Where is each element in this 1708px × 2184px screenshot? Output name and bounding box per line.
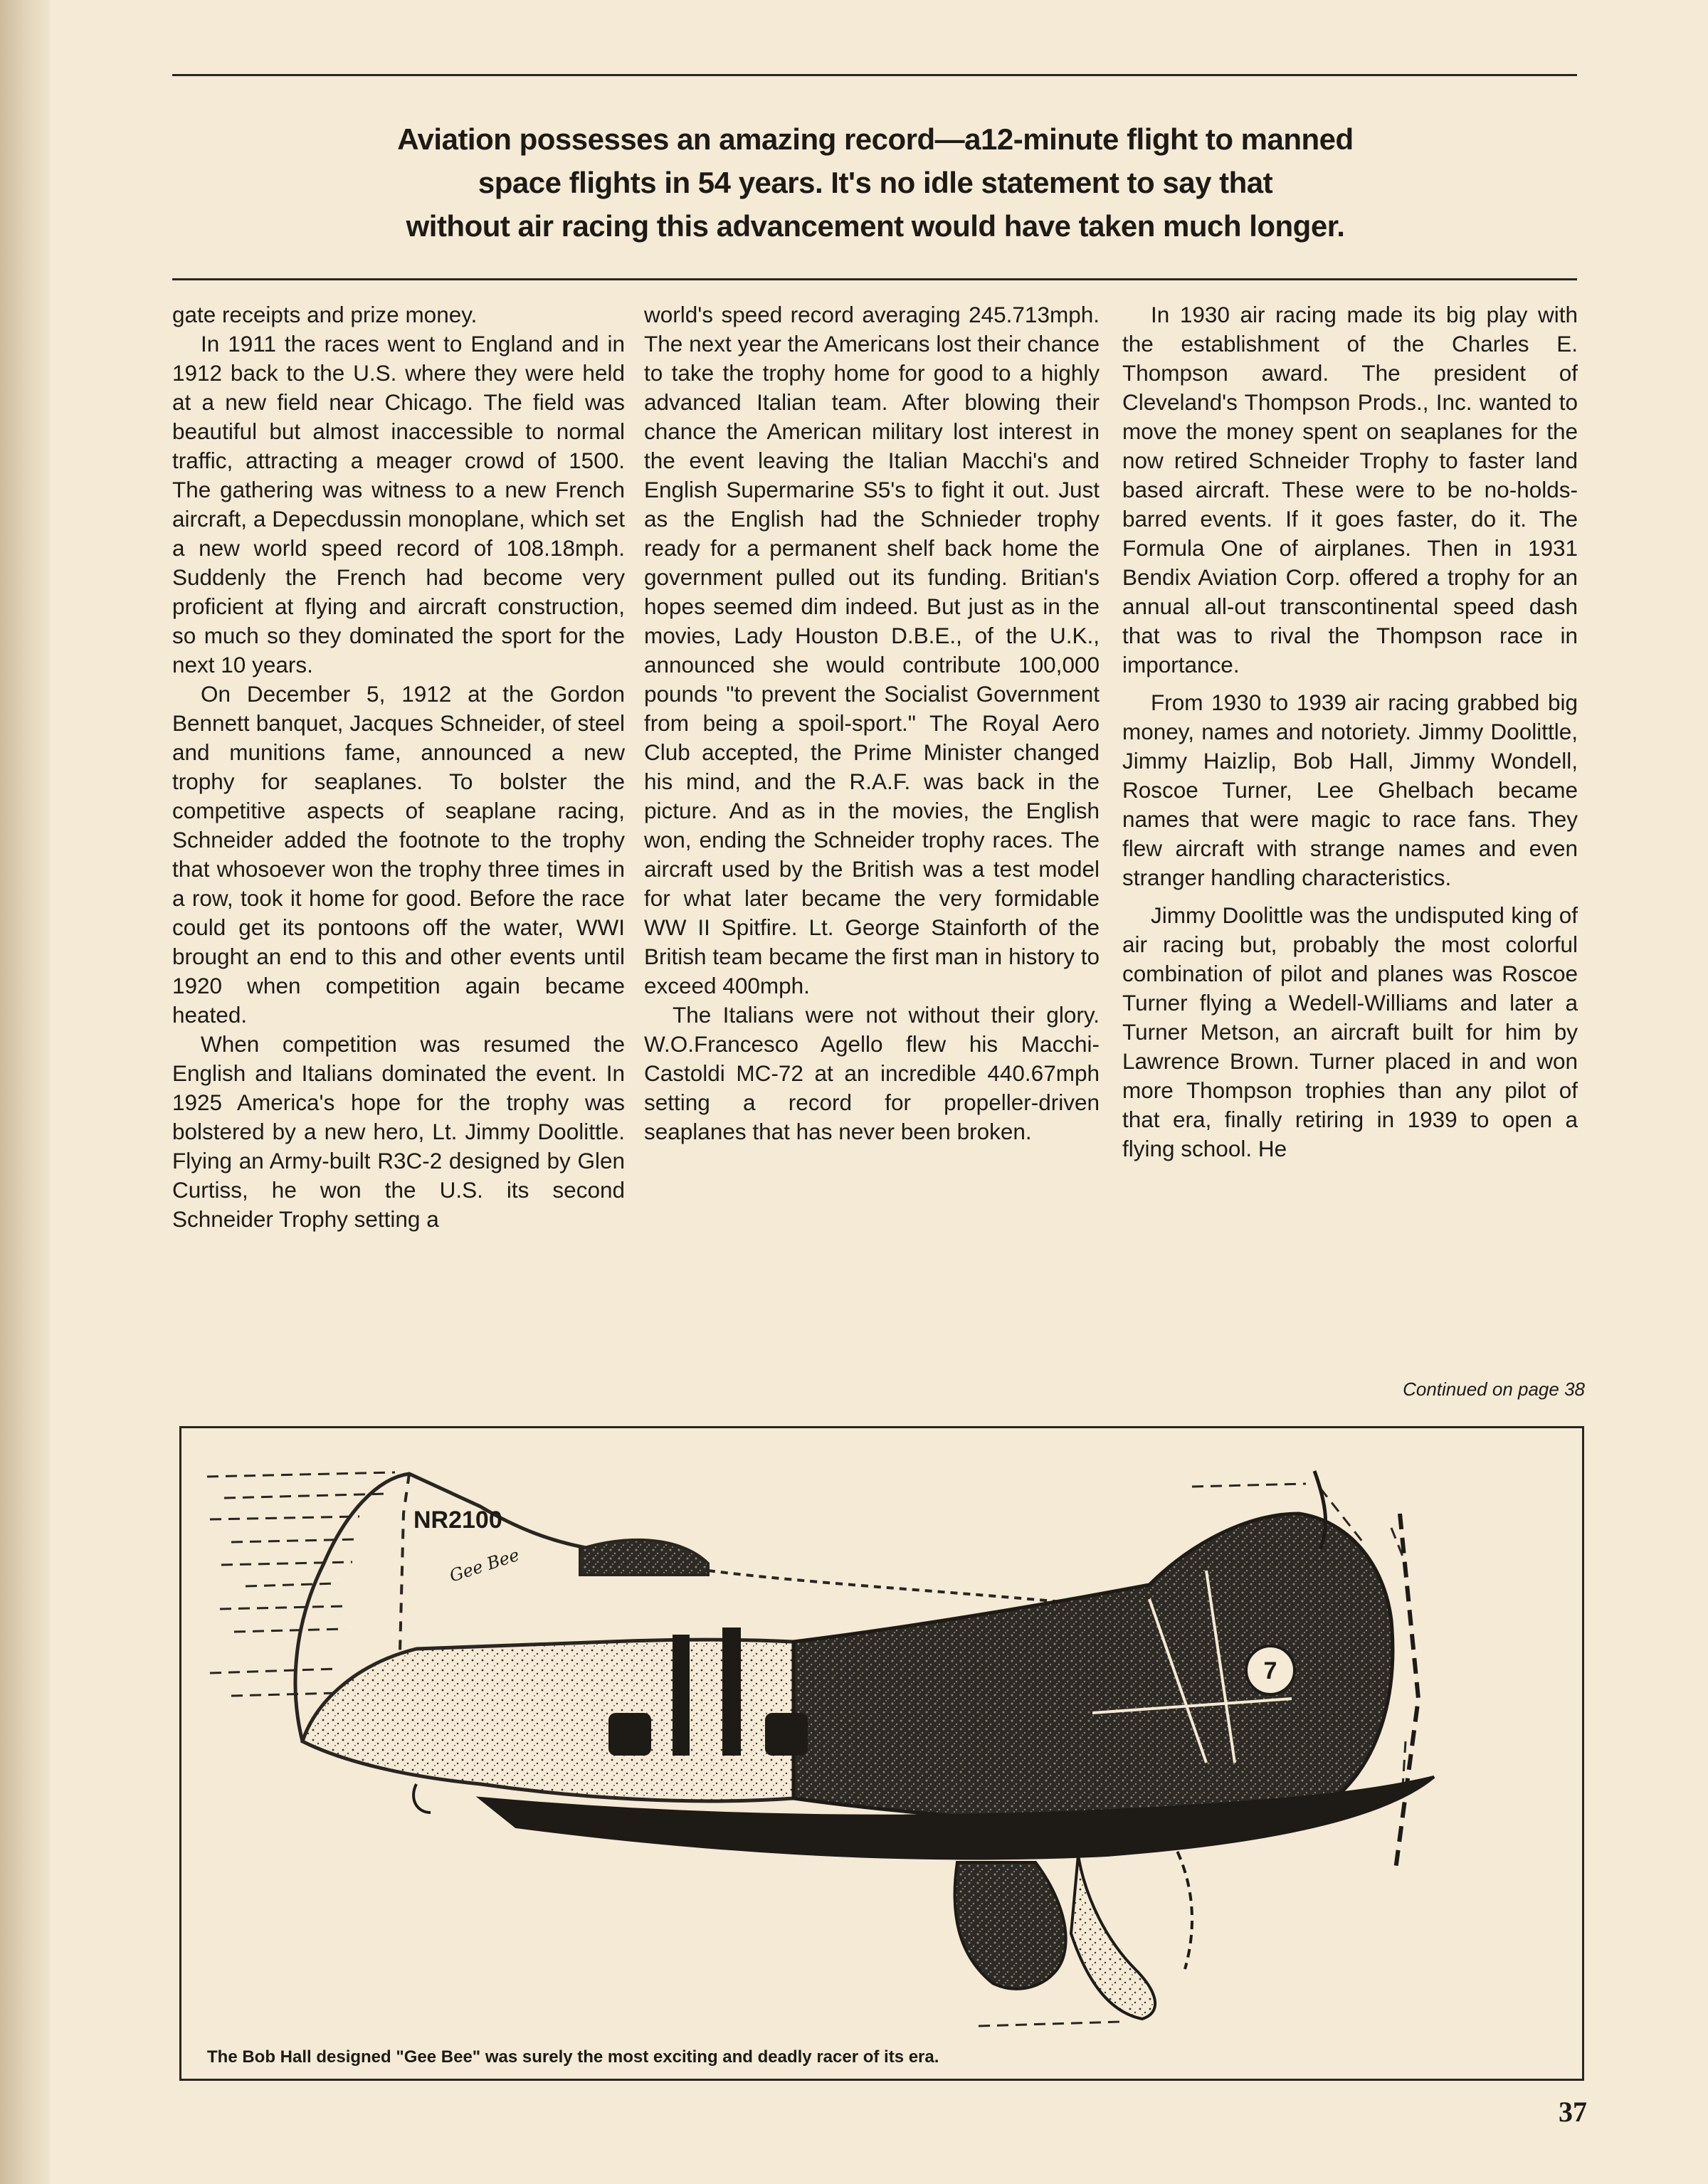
top-rule [172, 74, 1577, 76]
headline-line: Aviation possesses an amazing record—a12-minute flight to manned [397, 122, 1354, 156]
canopy-fairing-line [708, 1571, 1107, 1606]
tail-script: Gee Bee [447, 1544, 522, 1586]
paragraph: From 1930 to 1939 air racing grabbed big money, names and notoriety. Jimmy Doolittle, Jimmy Haizlip, Bob Hall, Jimmy Wondell, Roscoe Turner, Lee Ghelbach became names that were magic to race fans. They flew aircraft with strange names and even stranger handling characteristics. [1122, 690, 1578, 890]
paragraph: On December 5, 1912 at the Gordon Bennett banquet, Jacques Schneider, of steel and munitions fame, announced a new trophy for seaplanes. To bolster the competitive aspects of seaplane racing, Schneider added the footnote to the trophy that whosoever won the trophy three times in a row, took it home for good. Before the race could get its pontoons off the water, WWI brought an end to this and other events until 1920 when competition again became heated. [172, 681, 625, 1028]
tail-wheel [413, 1784, 431, 1813]
cowl-number: 7 [1263, 1657, 1277, 1684]
cockpit-canopy [580, 1540, 708, 1575]
gee-bee-illustration [181, 1428, 1582, 2079]
fuselage-rear [302, 1640, 794, 1801]
landing-gear-spat [1071, 1855, 1155, 2019]
figure-caption: The Bob Hall designed "Gee Bee" was surely the most exciting and deadly racer of its era. [207, 2047, 939, 2067]
headline-line: space flights in 54 years. It's no idle statement to say that [478, 166, 1273, 199]
continued-note: Continued on page 38 [1403, 1378, 1585, 1400]
headline-rule [172, 278, 1577, 280]
paragraph: In 1930 air racing made its big play with the establishment of the Charles E. Thompson award. The president of Cleveland's Thompson Prods., Inc. wanted to move the money spent on seaplanes for the now retired Schneider Trophy to faster land based aircraft. These were to be no-holds-barred events. If it goes faster, do it. The Formula One of airplanes. Then in 1931 Bendix Aviation Corp. offered a trophy for an annual all-out transcontinental speed dash that was to rival the Thompson race in importance. [1122, 302, 1578, 677]
paragraph: world's speed record averaging 245.713mph. The next year the Americans lost their chance to take the trophy home for good to a highly advanced Italian team. After blowing their chance the American military lost interest in the event leaving the Italian Macchi's and English Supermarine S5's to fight it out. Just as the English had the Schnieder trophy ready for a permanent shelf back home the government pulled out its funding. Britian's hopes seemed dim indeed. But just as in the movies, Lady Houston D.B.E., of the U.K., announced she would contribute 100,000 pounds "to prevent the Socialist Government from being a spoil-sport." The Royal Aero Club accepted, the Prime Minister changed his mind, and the R.A.F. was back in the picture. And as in the movies, the English won, ending the Schneider trophy races. The aircraft used by the British was a test model for what later became the very formidable WW II Spitfire. Lt. George Stainforth of the British team became the first man in history to exceed 400mph. [644, 302, 1100, 998]
paragraph: In 1911 the races went to England and in 1912 back to the U.S. where they were held at a new field near Chicago. The field was beautiful but almost inaccessible to normal traffic, attracting a meager crowd of 1500. The gathering was witness to a new French aircraft, a Depecdussin monoplane, which set a new world speed record of 108.18mph. Suddenly the French had become very proficient at flying and aircraft construction, so much so they dominated the sport for the next 10 years. [172, 331, 625, 677]
propeller-arc [1396, 1514, 1418, 1869]
paragraph: gate receipts and prize money. [172, 302, 478, 327]
page-number: 37 [1559, 2096, 1587, 2128]
article-column-1 [172, 300, 625, 1414]
fuselage-strut [722, 1628, 741, 1756]
article-column-3 [1122, 300, 1578, 1414]
paragraph: Jimmy Doolittle was the undisputed king of air racing but, probably the most colorful combination of pilot and planes was Roscoe Turner flying a Wedell-Williams and later a Turner Metson, an aircraft built for him by Lawrence Brown. Turner placed in and won more Thompson trophies than any pilot of that era, finally retiring in 1939 to open a flying school. He [1122, 902, 1578, 1161]
fuselage-panel [608, 1713, 651, 1756]
paragraph: When competition was resumed the English and Italians dominated the event. In 1925 America's hope for the trophy was bolstered by a new hero, Lt. Jimmy Doolittle. Flying an Army-built R3C-2 designed by Glen Curtiss, he won the U.S. its second Schneider Trophy setting a [172, 1031, 625, 1232]
tail-registration: NR2100 [413, 1507, 502, 1534]
fuselage-panel [765, 1713, 808, 1756]
headline [214, 117, 1537, 248]
page-gutter-shadow [0, 0, 50, 2184]
engine-cowling [794, 1514, 1393, 1830]
headline-line: without air racing this advancement would have taken much longer. [406, 209, 1345, 243]
article-column-2 [644, 300, 1100, 1414]
illustration-frame [179, 1426, 1584, 2081]
fuselage-strut [673, 1635, 690, 1756]
landing-gear-spat [955, 1862, 1066, 1989]
paragraph: The Italians were not without their glory. W.O.Francesco Agello flew his Macchi-Castoldi MC-72 at an incredible 440.67mph setting a record for propeller-driven seaplanes that has never been broken. [644, 1002, 1100, 1144]
